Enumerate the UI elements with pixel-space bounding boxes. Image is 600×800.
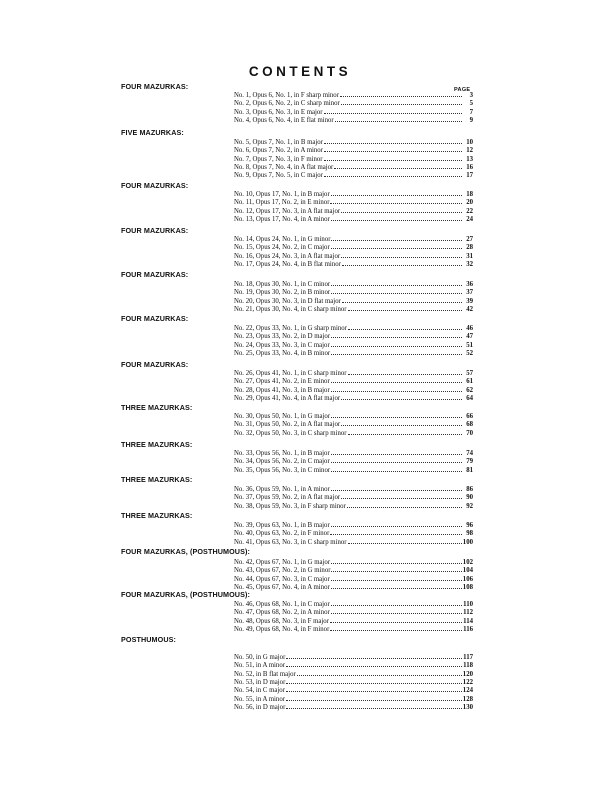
entry-title: No. 20, Opus 30, No. 3, in D flat major [234,297,341,305]
entry-title: No. 31, Opus 50, No. 2, in A flat major [234,421,341,429]
entry-title: No. 32, Opus 50, No. 3, in C sharp minor [234,429,347,437]
contents-entry [234,420,473,428]
contents-entry [234,521,473,529]
entry-page-number: 64 [466,395,473,403]
dot-leader [331,215,462,221]
entry-title: No. 24, Opus 33, No. 3, in C major [234,341,330,349]
entry-title: No. 25, Opus 33, No. 4, in B minor [234,350,331,358]
contents-entry [234,625,473,633]
dot-leader [331,190,462,196]
section-heading: FOUR MAZURKAS: [121,226,189,235]
entry-page-number: 116 [463,626,473,634]
entry-page-number: 31 [466,252,473,260]
contents-entry [234,190,473,198]
dot-leader [331,341,462,347]
entry-page-number: 98 [466,530,473,538]
section-heading: FOUR MAZURKAS: [121,360,189,369]
contents-entry [234,146,473,154]
entry-title: No. 9, Opus 7, No. 5, in C major [234,172,323,180]
entry-title: No. 8, Opus 7, No. 4, in A flat major [234,164,334,172]
dot-leader [331,583,462,589]
entry-page-number: 37 [466,289,473,297]
entry-title: No. 51, in A minor [234,662,285,670]
entry-page-number: 16 [466,164,473,172]
dot-leader [331,566,461,572]
entry-title: No. 23, Opus 33, No. 2, in D major [234,333,331,341]
entry-page-number: 108 [462,584,473,592]
contents-entry [234,670,473,678]
dot-leader [286,695,462,701]
entry-page-number: 32 [466,261,473,269]
contents-entry [234,617,473,625]
dot-leader [331,386,462,392]
dot-leader [331,466,462,472]
section-heading: FIVE MAZURKAS: [121,128,184,137]
contents-entry [234,394,473,402]
contents-entry [234,243,473,251]
entry-page-number: 61 [466,378,473,386]
dot-leader [341,394,462,400]
entry-page-number: 92 [466,502,473,510]
entry-title: No. 54, in C major [234,687,285,695]
contents-entry [234,600,473,608]
dot-leader [330,617,462,623]
contents-entry [234,678,473,686]
contents-entry [234,566,473,574]
contents-entry [234,91,473,99]
entry-page-number: 114 [463,617,473,625]
dot-leader [342,297,462,303]
entry-title: No. 16, Opus 24, No. 3, in A flat major [234,252,341,260]
entry-title: No. 39, Opus 63, No. 1, in B major [234,522,330,529]
entry-page-number: 7 [469,108,473,116]
entry-page-number: 70 [466,429,473,437]
contents-entry [234,575,473,583]
entry-page-number: 46 [466,325,473,332]
section-heading: THREE MAZURKAS: [121,403,193,412]
contents-entry [234,155,473,163]
entry-title: No. 1, Opus 6, No. 1, in F sharp minor [234,92,339,99]
entry-page-number: 36 [466,281,473,288]
entry-title: No. 6, Opus 7, No. 2, in A minor [234,147,323,155]
section-heading: FOUR MAZURKAS, (POSTHUMOUS): [121,590,250,599]
entry-title: No. 13, Opus 17, No. 4, in A minor [234,216,330,224]
contents-entry [234,207,473,215]
entry-page-number: 118 [463,662,473,670]
entry-title: No. 47, Opus 68, No. 2, in A minor [234,609,330,617]
dot-leader [341,420,462,426]
entry-title: No. 11, Opus 17, No. 2, in E minor [234,199,330,207]
entry-page-number: 9 [469,117,473,125]
contents-entry [234,163,473,171]
page-column-label: PAGE [454,87,471,93]
dot-leader [331,412,462,418]
contents-entry [234,138,473,146]
entry-page-number: 117 [463,654,473,661]
contents-entry [234,341,473,349]
dot-leader [324,138,462,144]
dot-leader [331,235,462,241]
dot-leader [331,243,462,249]
section-heading: FOUR MAZURKAS: [121,181,189,190]
entry-title: No. 10, Opus 17, No. 1, in B major [234,191,330,198]
contents-entry [234,377,473,385]
contents-entry [234,412,473,420]
dot-leader [286,703,461,709]
entry-page-number: 96 [466,522,473,529]
entry-page-number: 18 [466,191,473,198]
entry-title: No. 44, Opus 67, No. 3, in C major [234,575,330,583]
entry-page-number: 3 [469,92,473,99]
dot-leader [286,686,462,692]
contents-entry [234,198,473,206]
contents-entry [234,457,473,465]
entry-page-number: 90 [466,494,473,502]
entry-page-number: 102 [462,559,473,566]
entry-title: No. 40, Opus 63, No. 2, in F minor [234,530,330,538]
dot-leader [334,163,462,169]
entry-title: No. 41, Opus 63, No. 3, in C sharp minor [234,538,347,546]
entry-page-number: 10 [466,139,473,146]
dot-leader [330,529,462,535]
dot-leader [331,600,462,606]
contents-entry [234,429,473,437]
dot-leader [348,369,462,375]
entry-page-number: 42 [466,306,473,314]
dot-leader [331,485,462,491]
entry-title: No. 52, in B flat major [234,670,296,678]
dot-leader [341,99,462,105]
entry-title: No. 3, Opus 6, No. 3, in E major [234,108,323,116]
contents-entry [234,171,473,179]
dot-leader [286,653,462,659]
contents-entry [234,108,473,116]
dot-leader [331,608,462,614]
contents-entry [234,466,473,474]
entry-title: No. 46, Opus 68, No. 1, in C major [234,601,330,608]
entry-title: No. 22, Opus 33, No. 1, in G sharp minor [234,325,347,332]
contents-entry [234,493,473,501]
entry-page-number: 27 [466,236,473,243]
entry-title: No. 30, Opus 50, No. 1, in G major [234,413,331,420]
dot-leader [331,377,462,383]
dot-leader [348,429,462,435]
entry-page-number: 47 [466,333,473,341]
entry-page-number: 51 [466,341,473,349]
contents-entry [234,538,473,546]
entry-title: No. 21, Opus 30, No. 4, in C sharp minor [234,306,347,314]
section-heading: THREE MAZURKAS: [121,475,193,484]
contents-entry [234,369,473,377]
entry-title: No. 26, Opus 41, No. 1, in C sharp minor [234,370,347,377]
entry-title: No. 35, Opus 56, No. 3, in C minor [234,466,331,474]
contents-entry [234,449,473,457]
dot-leader [348,538,462,544]
dot-leader [341,493,462,499]
dot-leader [331,349,462,355]
entry-title: No. 36, Opus 59, No. 1, in A minor [234,486,330,493]
entry-title: No. 18, Opus 30, No. 1, in C minor [234,281,331,288]
contents-entry [234,280,473,288]
contents-entry [234,235,473,243]
section-heading: FOUR MAZURKAS: [121,270,189,279]
section-heading: FOUR MAZURKAS: [121,82,189,91]
entry-page-number: 110 [463,601,473,608]
dot-leader [341,207,462,213]
entry-page-number: 17 [466,172,473,180]
entry-title: No. 45, Opus 67, No. 4, in A minor [234,584,330,592]
entry-title: No. 5, Opus 7, No. 1, in B major [234,139,323,146]
entry-title: No. 53, in D major [234,679,286,687]
entry-page-number: 5 [469,100,473,108]
section-heading: THREE MAZURKAS: [121,440,193,449]
entry-page-number: 104 [462,567,473,575]
section-heading: FOUR MAZURKAS, (POSTHUMOUS): [121,547,250,556]
dot-leader [348,324,462,330]
entry-page-number: 128 [462,695,473,703]
dot-leader [331,558,462,564]
dot-leader [286,678,461,684]
contents-entry [234,116,473,124]
entry-page-number: 106 [462,575,473,583]
dot-leader [331,288,462,294]
entry-title: No. 17, Opus 24, No. 4, in B flat minor [234,261,341,269]
entry-title: No. 14, Opus 24, No. 1, in G minor [234,236,331,243]
contents-entry [234,297,473,305]
dot-leader [324,171,462,177]
entry-title: No. 48, Opus 68, No. 3, in F major [234,617,329,625]
entry-title: No. 43, Opus 67, No. 2, in G minor [234,567,331,575]
entry-page-number: 112 [463,609,473,617]
entry-title: No. 29, Opus 41, No. 4, in A flat major [234,395,341,403]
entry-page-number: 81 [466,466,473,474]
entry-title: No. 49, Opus 68, No. 4, in F minor [234,626,330,634]
entry-title: No. 19, Opus 30, No. 2, in B minor [234,289,331,297]
entry-title: No. 42, Opus 67, No. 1, in G major [234,559,331,566]
entry-title: No. 28, Opus 41, No. 3, in B major [234,386,330,394]
contents-entry [234,386,473,394]
entry-page-number: 20 [466,199,473,207]
contents-entry [234,686,473,694]
entry-page-number: 39 [466,297,473,305]
entry-page-number: 13 [466,155,473,163]
contents-entry [234,653,473,661]
entry-page-number: 120 [462,670,473,678]
dot-leader [335,116,462,122]
contents-entry [234,661,473,669]
entry-page-number: 122 [462,679,473,687]
contents-entry [234,324,473,332]
entry-title: No. 50, in G major [234,654,286,661]
dot-leader [348,305,462,311]
entry-title: No. 55, in A minor [234,695,285,703]
entry-page-number: 52 [466,350,473,358]
entry-page-number: 86 [466,486,473,493]
entry-page-number: 28 [466,244,473,252]
entry-title: No. 56, in D major [234,704,286,712]
dot-leader [286,661,462,667]
entry-page-number: 57 [466,370,473,377]
entry-page-number: 12 [466,147,473,155]
entry-title: No. 34, Opus 56, No. 2, in C major [234,458,330,466]
contents-entry [234,305,473,313]
entry-page-number: 74 [466,450,473,457]
contents-entry [234,99,473,107]
contents-entry [234,288,473,296]
section-heading: FOUR MAZURKAS: [121,314,189,323]
dot-leader [331,332,462,338]
contents-entry [234,252,473,260]
contents-entry [234,349,473,357]
entry-page-number: 24 [466,216,473,224]
contents-entry [234,703,473,711]
entry-page-number: 22 [466,207,473,215]
dot-leader [331,457,462,463]
entry-title: No. 2, Opus 6, No. 2, in C sharp minor [234,100,340,108]
contents-entry [234,215,473,223]
entry-page-number: 100 [462,538,473,546]
entry-page-number: 62 [466,386,473,394]
contents-entry [234,608,473,616]
entry-page-number: 124 [462,687,473,695]
contents-entry [234,485,473,493]
page-title: CONTENTS [248,64,352,79]
entry-title: No. 38, Opus 59, No. 3, in F sharp minor [234,502,346,510]
entry-page-number: 68 [466,421,473,429]
contents-entry [234,583,473,591]
dot-leader [347,502,462,508]
contents-entry [234,332,473,340]
entry-title: No. 37, Opus 59, No. 2, in A flat major [234,494,341,502]
dot-leader [331,280,462,286]
dot-leader [331,449,462,455]
dot-leader [341,252,462,258]
dot-leader [342,260,462,266]
entry-title: No. 27, Opus 41, No. 2, in E minor [234,378,330,386]
entry-title: No. 33, Opus 56, No. 1, in B major [234,450,330,457]
entry-page-number: 130 [462,704,473,712]
dot-leader [331,521,462,527]
contents-entry [234,695,473,703]
entry-title: No. 12, Opus 17, No. 3, in A flat major [234,207,341,215]
dot-leader [297,670,462,676]
contents-entry [234,529,473,537]
dot-leader [331,575,462,581]
entry-title: No. 4, Opus 6, No. 4, in E flat minor [234,117,334,125]
dot-leader [324,146,462,152]
entry-page-number: 79 [466,458,473,466]
dot-leader [330,625,462,631]
contents-entry [234,260,473,268]
section-heading: POSTHUMOUS: [121,635,177,644]
dot-leader [324,108,462,114]
dot-leader [330,198,462,204]
contents-entry [234,558,473,566]
dot-leader [324,155,462,161]
entry-title: No. 7, Opus 7, No. 3, in F minor [234,155,323,163]
entry-page-number: 66 [466,413,473,420]
entry-title: No. 15, Opus 24, No. 2, in C major [234,244,330,252]
contents-entry [234,502,473,510]
dot-leader [340,91,462,97]
section-heading: THREE MAZURKAS: [121,511,193,520]
